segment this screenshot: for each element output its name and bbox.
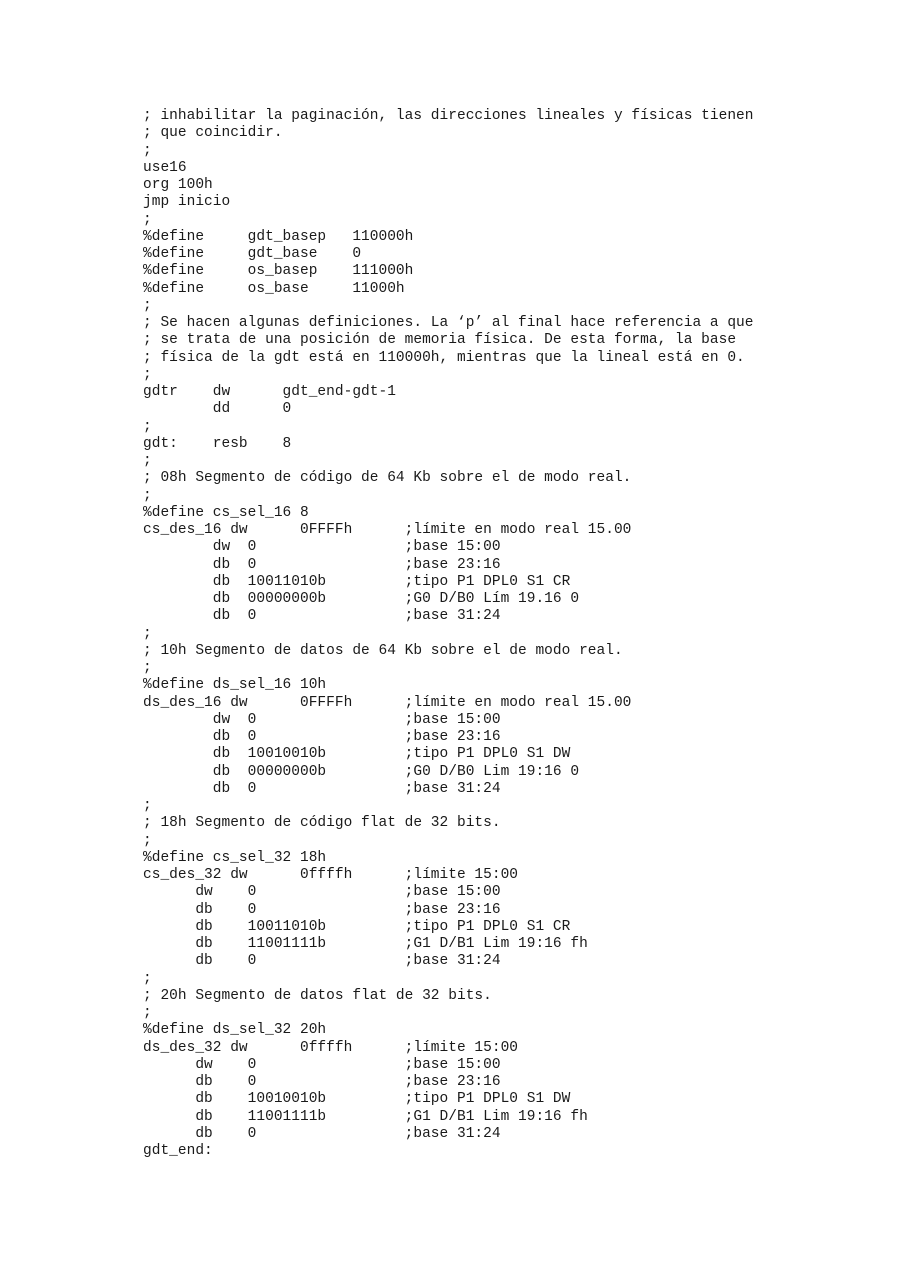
- code-line: db 0 ;base 31:24: [143, 953, 501, 970]
- code-line: ;: [143, 366, 152, 383]
- code-line: ;: [143, 798, 152, 814]
- code-line: ;: [143, 832, 152, 849]
- code-line: db 10010010b ;tipo P1 DPL0 S1 DW: [143, 746, 571, 763]
- code-line: %define cs_sel_16 8: [143, 504, 309, 521]
- code-line: cs_des_16 dw 0FFFFh ;límite en modo real 15.00: [143, 522, 632, 538]
- code-line: ;: [143, 418, 152, 435]
- code-line: ds_des_32 dw 0ffffh ;límite 15:00: [143, 1039, 519, 1056]
- code-line: ; 10h Segmento de datos de 64 Kb sobre el de modo real.: [143, 642, 623, 659]
- code-line: ;: [143, 625, 152, 642]
- code-line: dw 0 ;base 15:00: [143, 539, 501, 556]
- code-line: use16: [143, 159, 187, 176]
- code-line: ;: [143, 211, 152, 228]
- code-line: db 0 ;base 31:24: [143, 780, 501, 797]
- code-line: %define os_base 11000h: [143, 280, 405, 297]
- code-line: ;: [143, 453, 152, 469]
- code-line: gdt: resb 8: [143, 435, 292, 452]
- code-line: ;: [143, 970, 152, 987]
- code-line: %define ds_sel_16 10h: [143, 677, 327, 694]
- code-line: jmp inicio: [143, 194, 231, 211]
- code-line: %define gdt_basep 110000h: [143, 228, 414, 245]
- code-line: db 0 ;base 31:24: [143, 608, 501, 625]
- code-line: db 0 ;base 23:16: [143, 1074, 501, 1090]
- code-line: db 00000000b ;G0 D/B0 Lim 19:16 0: [143, 763, 580, 780]
- code-line: db 10011010b ;tipo P1 DPL0 S1 CR: [143, 573, 571, 590]
- code-line: db 11001111b ;G1 D/B1 Lim 19:16 fh: [143, 936, 588, 952]
- code-line: gdtr dw gdt_end-gdt-1: [143, 384, 396, 400]
- code-line: dw 0 ;base 15:00: [143, 884, 501, 901]
- code-line: ds_des_16 dw 0FFFFh ;límite en modo real 15.00: [143, 694, 632, 711]
- code-line: ; inhabilitar la paginación, las direcciones lineales y físicas tienen: [143, 108, 754, 124]
- code-line: ; 08h Segmento de código de 64 Kb sobre el de modo real.: [143, 470, 632, 487]
- code-line: ; 18h Segmento de código flat de 32 bits.: [143, 815, 501, 832]
- code-line: db 0 ;base 31:24: [143, 1125, 501, 1142]
- code-line: gdt_end:: [143, 1143, 213, 1159]
- code-line: %define ds_sel_32 20h: [143, 1022, 327, 1039]
- code-line: %define gdt_base 0: [143, 246, 362, 262]
- code-line: db 00000000b ;G0 D/B0 Lím 19.16 0: [143, 591, 580, 607]
- code-line: db 0 ;base 23:16: [143, 729, 501, 745]
- code-line: dd 0: [143, 401, 292, 418]
- code-line: ; Se hacen algunas definiciones. La ‘p’ al final hace referencia a que: [143, 315, 754, 331]
- code-line: %define os_basep 111000h: [143, 263, 414, 280]
- code-line: ;: [143, 660, 152, 676]
- assembly-code-listing: [143, 108, 843, 1160]
- code-line: db 10011010b ;tipo P1 DPL0 S1 CR: [143, 918, 571, 935]
- code-line: ;: [143, 142, 152, 159]
- code-line: %define cs_sel_32 18h: [143, 849, 327, 866]
- code-line: ;: [143, 1005, 152, 1021]
- code-line: ; que coincidir.: [143, 125, 283, 142]
- code-line: db 11001111b ;G1 D/B1 Lim 19:16 fh: [143, 1108, 588, 1125]
- code-line: ;: [143, 297, 152, 314]
- code-line: db 0 ;base 23:16: [143, 901, 501, 918]
- code-line: ; física de la gdt está en 110000h, mientras que la lineal está en 0.: [143, 349, 745, 366]
- code-line: dw 0 ;base 15:00: [143, 1056, 501, 1073]
- code-line: db 10010010b ;tipo P1 DPL0 S1 DW: [143, 1091, 571, 1108]
- code-line: ; 20h Segmento de datos flat de 32 bits.: [143, 987, 492, 1004]
- code-line: dw 0 ;base 15:00: [143, 711, 501, 728]
- code-line: ; se trata de una posición de memoria física. De esta forma, la base: [143, 332, 737, 349]
- code-line: ;: [143, 487, 152, 504]
- code-line: db 0 ;base 23:16: [143, 556, 501, 573]
- code-line: cs_des_32 dw 0ffffh ;límite 15:00: [143, 867, 519, 883]
- code-line: org 100h: [143, 177, 213, 193]
